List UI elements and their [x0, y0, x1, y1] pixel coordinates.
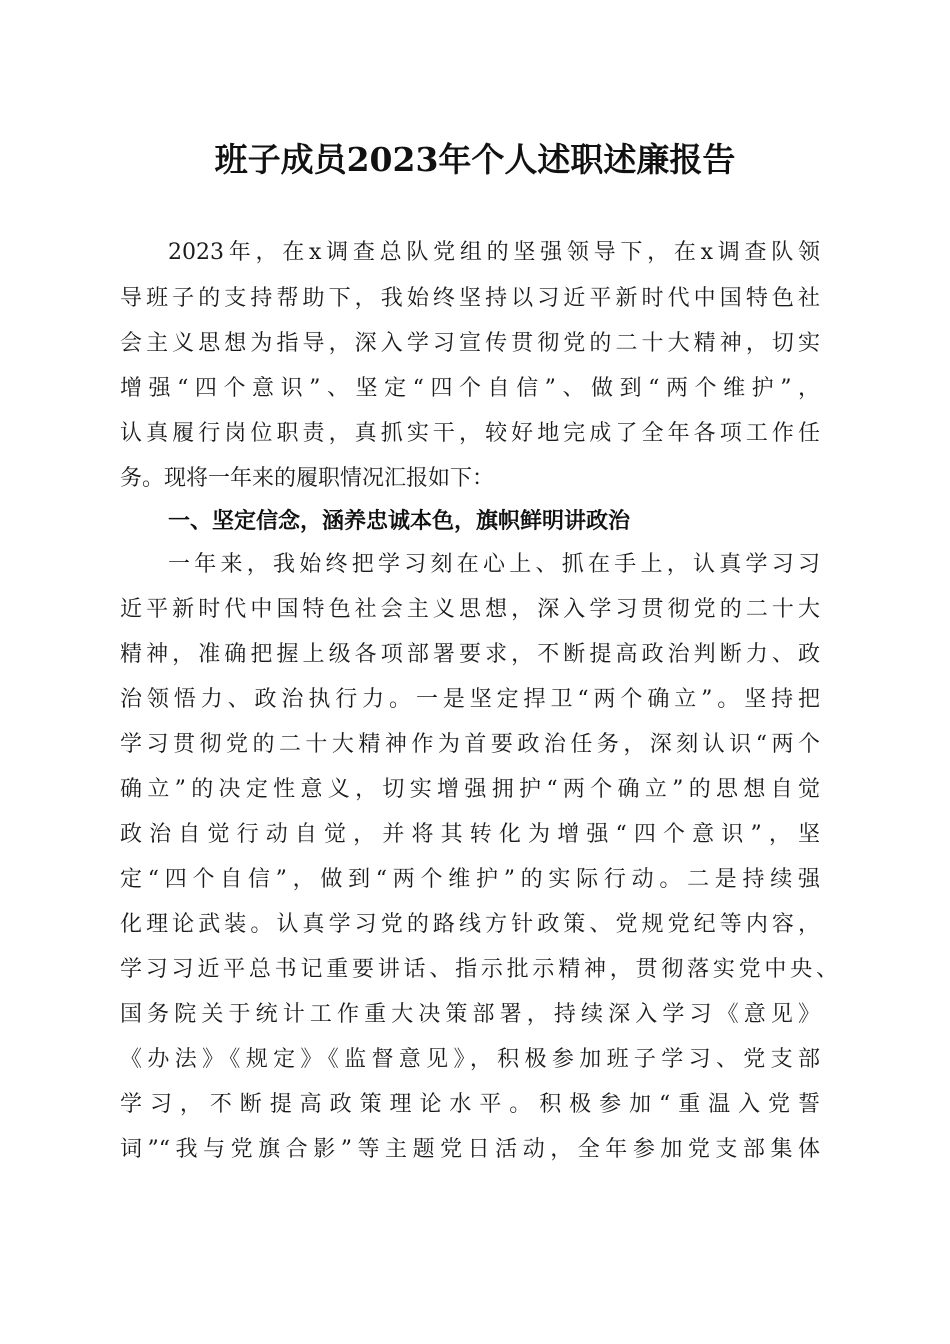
section-line: 一年来，我始终把学习刻在心上、抓在手上，认真学习习 — [168, 552, 820, 577]
intro-line: 会主义思想为指导，深入学习宣传贯彻党的二十大精神，切实 — [120, 331, 820, 356]
section-line: 学习贯彻党的二十大精神作为首要政治任务，深刻认识“两个 — [120, 732, 820, 757]
intro-line: 务。现将一年来的履职情况汇报如下： — [120, 466, 495, 491]
section-heading: 一、坚定信念，涵养忠诚本色，旗帜鲜明讲政治 — [168, 509, 631, 534]
section-line: 国务院关于统计工作重大决策部署，持续深入学习《意见》 — [120, 1002, 820, 1027]
section-line: 学习习近平总书记重要讲话、指示批示精神，贯彻落实党中央、 — [120, 957, 838, 982]
section-line: 词”“我与党旗合影”等主题党日活动，全年参加党支部集体 — [120, 1137, 820, 1162]
intro-line: 增强“四个意识”、坚定“四个自信”、做到“两个维护”， — [120, 376, 820, 401]
document-title: 班子成员2023年个人述职述廉报告 — [214, 140, 736, 179]
section-line: 治领悟力、政治执行力。一是坚定捍卫“两个确立”。坚持把 — [120, 687, 820, 712]
section-line: 政治自觉行动自觉，并将其转化为增强“四个意识”，坚 — [120, 822, 820, 847]
section-line: 确立”的决定性意义，切实增强拥护“两个确立”的思想自觉 — [120, 777, 820, 802]
section-line: 定“四个自信”，做到“两个维护”的实际行动。二是持续强 — [120, 867, 820, 892]
intro-line: 导班子的支持帮助下，我始终坚持以习近平新时代中国特色社 — [120, 286, 820, 311]
intro-line: 认真履行岗位职责，真抓实干，较好地完成了全年各项工作任 — [120, 421, 820, 446]
section-line: 学习，不断提高政策理论水平。积极参加“重温入党誓 — [120, 1092, 820, 1117]
section-line: 《办法》《规定》《监督意见》，积极参加班子学习、党支部 — [120, 1047, 820, 1072]
section-line: 精神，准确把握上级各项部署要求，不断提高政治判断力、政 — [120, 642, 820, 667]
intro-line: 2023年，在x调查总队党组的坚强领导下，在x调查队领 — [168, 240, 820, 265]
section-line: 近平新时代中国特色社会主义思想，深入学习贯彻党的二十大 — [120, 597, 820, 622]
section-line: 化理论武装。认真学习党的路线方针政策、党规党纪等内容， — [120, 912, 820, 937]
